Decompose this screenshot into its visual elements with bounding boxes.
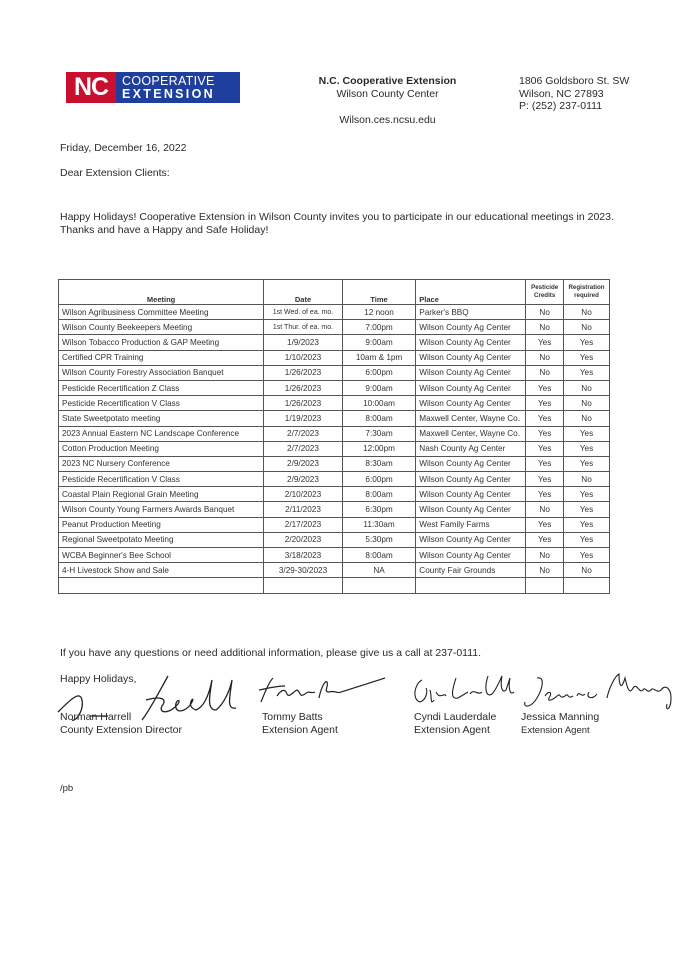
cell-meeting: Regional Sweetpotato Meeting [59, 532, 264, 547]
cell-time: 6:00pm [342, 365, 416, 380]
cell-time: 6:30pm [342, 502, 416, 517]
typist-initials: /pb [60, 783, 74, 794]
cell-meeting: Coastal Plain Regional Grain Meeting [59, 487, 264, 502]
cell-place: Wilson County Ag Center [416, 532, 526, 547]
cell-registration-required: Yes [564, 548, 610, 563]
cell-pesticide-credits: No [526, 548, 564, 563]
cell-place: Wilson County Ag Center [416, 472, 526, 487]
meeting-schedule-table [58, 279, 610, 594]
table-row [59, 305, 610, 320]
closing-text: If you have any questions or need additional information, please give us a call at 237-0111. [60, 647, 482, 659]
cell-date: 1/26/2023 [264, 396, 343, 411]
cell-time: 7:30am [342, 426, 416, 441]
table-row [59, 426, 610, 441]
cell-registration-required: No [564, 411, 610, 426]
cell-date: 2/9/2023 [264, 456, 343, 471]
cell-time: 9:00am [342, 335, 416, 350]
cell-meeting: Pesticide Recertification Z Class [59, 380, 264, 395]
cell-registration-required: Yes [564, 502, 610, 517]
cell-date: 1/9/2023 [264, 335, 343, 350]
cell-registration-required: Yes [564, 487, 610, 502]
cell-time: 10am & 1pm [342, 350, 416, 365]
cell-time: 12 noon [342, 305, 416, 320]
cell-date: 2/20/2023 [264, 532, 343, 547]
table-row [59, 456, 610, 471]
cell-pesticide-credits: No [526, 320, 564, 335]
cell-place: Nash County Ag Center [416, 441, 526, 456]
cell-pesticide-credits: Yes [526, 532, 564, 547]
cell-pesticide-credits: Yes [526, 456, 564, 471]
cell-pesticide-credits: No [526, 305, 564, 320]
letter-date: Friday, December 16, 2022 [60, 142, 187, 154]
header-date: Date [264, 280, 343, 305]
letterhead-center [300, 75, 475, 127]
cell-meeting: Cotton Production Meeting [59, 441, 264, 456]
cell-meeting: Wilson County Forestry Association Banquet [59, 365, 264, 380]
logo-wordmark [116, 72, 240, 103]
cell-meeting: Wilson County Beekeepers Meeting [59, 320, 264, 335]
cell-registration-required: Yes [564, 426, 610, 441]
cell-registration-required: Yes [564, 441, 610, 456]
signatory-title: Extension Agent [414, 724, 490, 736]
table-row [59, 517, 610, 532]
signatory-3 [414, 711, 496, 737]
logo-nc-mark: NC [66, 72, 116, 103]
table-row [59, 380, 610, 395]
cell-registration-required: Yes [564, 335, 610, 350]
cell-meeting: Peanut Production Meeting [59, 517, 264, 532]
cell-registration-required [564, 578, 610, 593]
cell-pesticide-credits: Yes [526, 426, 564, 441]
cell-place: Wilson County Ag Center [416, 350, 526, 365]
cell-time: 12:00pm [342, 441, 416, 456]
cell-pesticide-credits: No [526, 365, 564, 380]
cell-time [342, 578, 416, 593]
address-line-1: 1806 Goldsboro St. SW [519, 75, 630, 87]
cell-place: Maxwell Center, Wayne Co. [416, 426, 526, 441]
header-time: Time [342, 280, 416, 305]
cell-pesticide-credits: Yes [526, 517, 564, 532]
header-meeting: Meeting [59, 280, 264, 305]
signatory-2 [262, 711, 338, 737]
cell-place: Wilson County Ag Center [416, 380, 526, 395]
table-row [59, 320, 610, 335]
intro-line-1: Happy Holidays! Cooperative Extension in Wilson County invites you to participate in our educational meetings in 2023. [60, 211, 614, 223]
table-row [59, 548, 610, 563]
cell-place: County Fair Grounds [416, 563, 526, 578]
cell-meeting: 2023 Annual Eastern NC Landscape Conference [59, 426, 264, 441]
table-row [59, 563, 610, 578]
cell-time: 8:30am [342, 456, 416, 471]
intro-line-2: Thanks and have a Happy and Safe Holiday! [60, 224, 269, 236]
header-pesticide-credits [526, 280, 564, 305]
cell-pesticide-credits: Yes [526, 411, 564, 426]
sign-off: Happy Holidays, [60, 673, 137, 685]
center-name: Wilson County Center [336, 88, 439, 100]
cell-pesticide-credits: Yes [526, 441, 564, 456]
header-place: Place [416, 280, 526, 305]
table-row [59, 365, 610, 380]
cell-date: 1st Thur. of ea. mo. [264, 320, 343, 335]
cell-registration-required: No [564, 380, 610, 395]
signatory-title: Extension Agent [521, 725, 590, 736]
signatory-name: Cyndi Lauderdale [414, 711, 497, 723]
signatory-1 [60, 711, 182, 737]
cell-time: 8:00am [342, 487, 416, 502]
signature-tommy-batts [255, 672, 390, 712]
cell-pesticide-credits: No [526, 502, 564, 517]
cell-registration-required: No [564, 305, 610, 320]
cell-date [264, 578, 343, 593]
table-row [59, 335, 610, 350]
cell-registration-required: No [564, 472, 610, 487]
cell-date: 1st Wed. of ea. mo. [264, 305, 343, 320]
phone-number: P: (252) 237-0111 [519, 100, 603, 112]
cell-time: 9:00am [342, 380, 416, 395]
table-row [59, 411, 610, 426]
table-row [59, 441, 610, 456]
salutation: Dear Extension Clients: [60, 167, 170, 179]
cell-meeting: Wilson Agribusiness Committee Meeting [59, 305, 264, 320]
cell-meeting: State Sweetpotato meeting [59, 411, 264, 426]
cell-pesticide-credits: Yes [526, 487, 564, 502]
cell-registration-required: Yes [564, 532, 610, 547]
cell-time: 11:30am [342, 517, 416, 532]
cell-registration-required: Yes [564, 517, 610, 532]
header-registration-required [564, 280, 610, 305]
table-row [59, 487, 610, 502]
signatory-title: Extension Agent [262, 724, 338, 736]
cell-date: 1/26/2023 [264, 365, 343, 380]
cell-date: 2/11/2023 [264, 502, 343, 517]
cell-place [416, 578, 526, 593]
cell-registration-required: Yes [564, 350, 610, 365]
cell-pesticide-credits: Yes [526, 335, 564, 350]
cell-place: Wilson County Ag Center [416, 487, 526, 502]
letterhead-address [519, 75, 629, 113]
cell-place: Wilson County Ag Center [416, 365, 526, 380]
cell-registration-required: No [564, 563, 610, 578]
cell-pesticide-credits [526, 578, 564, 593]
cell-pesticide-credits: No [526, 350, 564, 365]
cell-date: 2/9/2023 [264, 472, 343, 487]
cell-date: 1/19/2023 [264, 411, 343, 426]
cell-registration-required: Yes [564, 365, 610, 380]
cell-date: 3/18/2023 [264, 548, 343, 563]
cell-place: Maxwell Center, Wayne Co. [416, 411, 526, 426]
intro-paragraph [60, 211, 640, 237]
nc-cooperative-extension-logo [66, 72, 240, 103]
cell-time: 8:00am [342, 411, 416, 426]
cell-meeting [59, 578, 264, 593]
cell-pesticide-credits: Yes [526, 472, 564, 487]
cell-pesticide-credits: Yes [526, 396, 564, 411]
cell-date: 3/29-30/2023 [264, 563, 343, 578]
signatory-name: Norman Harrell [60, 711, 132, 723]
cell-time: 5:30pm [342, 532, 416, 547]
org-name: N.C. Cooperative Extension [318, 75, 457, 87]
table-row [59, 532, 610, 547]
cell-place: Wilson County Ag Center [416, 456, 526, 471]
cell-pesticide-credits: Yes [526, 380, 564, 395]
logo-line-2: EXTENSION [122, 86, 215, 101]
cell-date: 2/7/2023 [264, 426, 343, 441]
header-pesticide-l2: Credits [533, 292, 556, 299]
signatory-4 [521, 711, 599, 737]
header-pesticide-l1: Pesticide [531, 284, 559, 291]
cell-meeting: Pesticide Recertification V Class [59, 472, 264, 487]
table-header-row [59, 280, 610, 305]
cell-place: Wilson County Ag Center [416, 502, 526, 517]
signature-cyndi-lauderdale [410, 670, 520, 710]
cell-meeting: Certified CPR Training [59, 350, 264, 365]
address-line-2: Wilson, NC 27893 [519, 87, 604, 100]
table-row [59, 472, 610, 487]
logo-line-1: COOPERATIVE [122, 73, 215, 88]
table-row [59, 502, 610, 517]
cell-meeting: WCBA Beginner's Bee School [59, 548, 264, 563]
cell-meeting: Wilson Tobacco Production & GAP Meeting [59, 335, 264, 350]
cell-registration-required: No [564, 320, 610, 335]
cell-meeting: Wilson County Young Farmers Awards Banquet [59, 502, 264, 517]
cell-date: 2/7/2023 [264, 441, 343, 456]
header-registration-l2: required [574, 292, 599, 299]
cell-date: 2/17/2023 [264, 517, 343, 532]
cell-time: 6:00pm [342, 472, 416, 487]
table-row [59, 350, 610, 365]
website-link[interactable]: Wilson.ces.ncsu.edu [339, 114, 436, 126]
cell-time: 8:00am [342, 548, 416, 563]
cell-place: West Family Farms [416, 517, 526, 532]
table-row [59, 396, 610, 411]
signatory-name: Jessica Manning [521, 711, 600, 723]
cell-date: 1/26/2023 [264, 380, 343, 395]
cell-pesticide-credits: No [526, 563, 564, 578]
cell-time: 10:00am [342, 396, 416, 411]
signatory-name: Tommy Batts [262, 711, 323, 723]
cell-registration-required: Yes [564, 456, 610, 471]
signatory-title: County Extension Director [60, 724, 182, 736]
cell-meeting: Pesticide Recertification V Class [59, 396, 264, 411]
header-registration-l1: Registration [568, 284, 605, 291]
cell-registration-required: No [564, 396, 610, 411]
cell-place: Wilson County Ag Center [416, 548, 526, 563]
cell-meeting: 4-H Livestock Show and Sale [59, 563, 264, 578]
cell-place: Wilson County Ag Center [416, 396, 526, 411]
cell-place: Wilson County Ag Center [416, 335, 526, 350]
table-row [59, 578, 610, 593]
cell-date: 2/10/2023 [264, 487, 343, 502]
cell-date: 1/10/2023 [264, 350, 343, 365]
cell-place: Wilson County Ag Center [416, 320, 526, 335]
cell-time: 7:00pm [342, 320, 416, 335]
cell-place: Parker's BBQ [416, 305, 526, 320]
cell-meeting: 2023 NC Nursery Conference [59, 456, 264, 471]
cell-time: NA [342, 563, 416, 578]
